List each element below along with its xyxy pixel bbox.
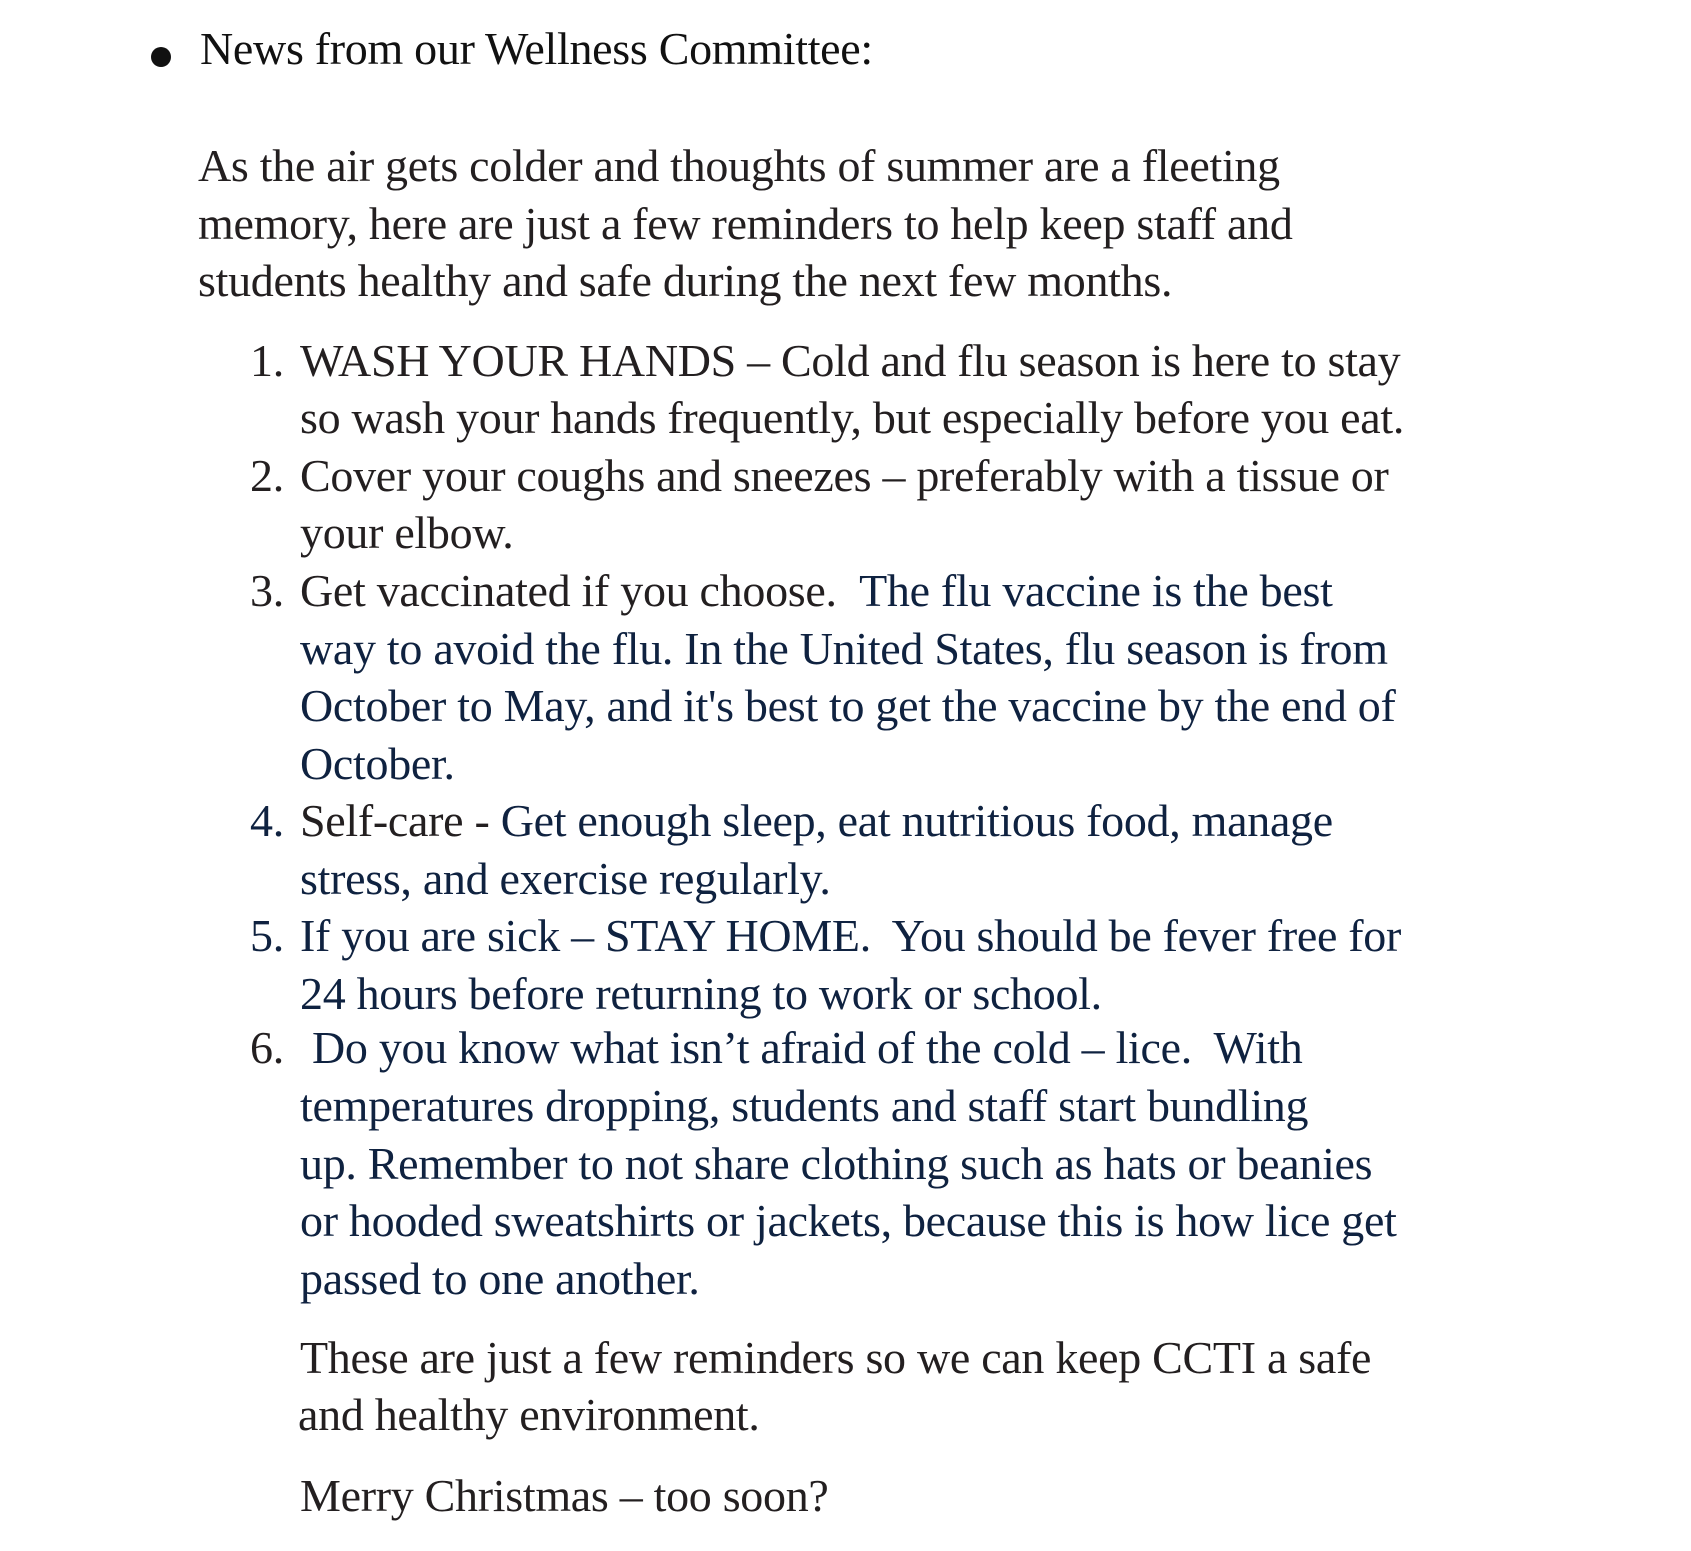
bullet-icon: [151, 47, 171, 67]
list-item-text: temperatures dropping, students and staff start bundling: [300, 1080, 1309, 1131]
list-item-text: way to avoid the flu. In the United States, flu season is from: [300, 623, 1388, 674]
list-item-text: If you are sick – STAY HOME. You should be fever free for: [300, 910, 1402, 961]
list-item-text: your elbow.: [300, 507, 514, 558]
list-item-number: 1.: [250, 335, 284, 386]
list-item-text: or hooded sweatshirts or jackets, because this is how lice get: [300, 1195, 1397, 1246]
closing-line: and healthy environment.: [298, 1389, 760, 1440]
list-item-number: 6.: [250, 1022, 284, 1073]
closing-line: These are just a few reminders so we can keep CCTI a safe: [300, 1332, 1372, 1383]
intro-line: As the air gets colder and thoughts of summer are a fleeting: [198, 140, 1280, 191]
list-item-text: [300, 795, 1333, 846]
list-item-text: so wash your hands frequently, but especially before you eat.: [300, 392, 1405, 443]
list-item-number: 2.: [250, 450, 284, 501]
list-item-text: WASH YOUR HANDS – Cold and flu season is here to stay: [300, 335, 1401, 386]
list-item-text: Cover your coughs and sneezes – preferably with a tissue or: [300, 450, 1389, 501]
list-item-text-navy: The flu vaccine is the best: [859, 565, 1333, 616]
list-item-text: [300, 565, 1333, 616]
list-item-text: passed to one another.: [300, 1253, 700, 1304]
intro-line: memory, here are just a few reminders to help keep staff and: [198, 198, 1293, 249]
list-item-text-black: Self-care -: [300, 795, 490, 846]
list-item-number: 3.: [250, 565, 284, 616]
list-item-text-black: Get vaccinated if you choose.: [300, 565, 837, 616]
list-item-text: October.: [300, 738, 455, 789]
list-item-text: Do you know what isn’t afraid of the cold – lice. With: [312, 1022, 1303, 1073]
list-item-number: 5.: [250, 910, 284, 961]
intro-line: students healthy and safe during the next few months.: [198, 255, 1173, 306]
signoff: Merry Christmas – too soon?: [300, 1470, 829, 1521]
list-item-text-navy: Get enough sleep, eat nutritious food, manage: [500, 795, 1333, 846]
list-item-text: stress, and exercise regularly.: [300, 853, 831, 904]
section-heading: News from our Wellness Committee:: [200, 23, 873, 74]
list-item-text: October to May, and it's best to get the vaccine by the end of: [300, 680, 1396, 731]
list-item-text: up. Remember to not share clothing such as hats or beanies: [300, 1138, 1373, 1189]
list-item-number: 4.: [250, 795, 284, 846]
list-item-text: 24 hours before returning to work or school.: [300, 968, 1102, 1019]
